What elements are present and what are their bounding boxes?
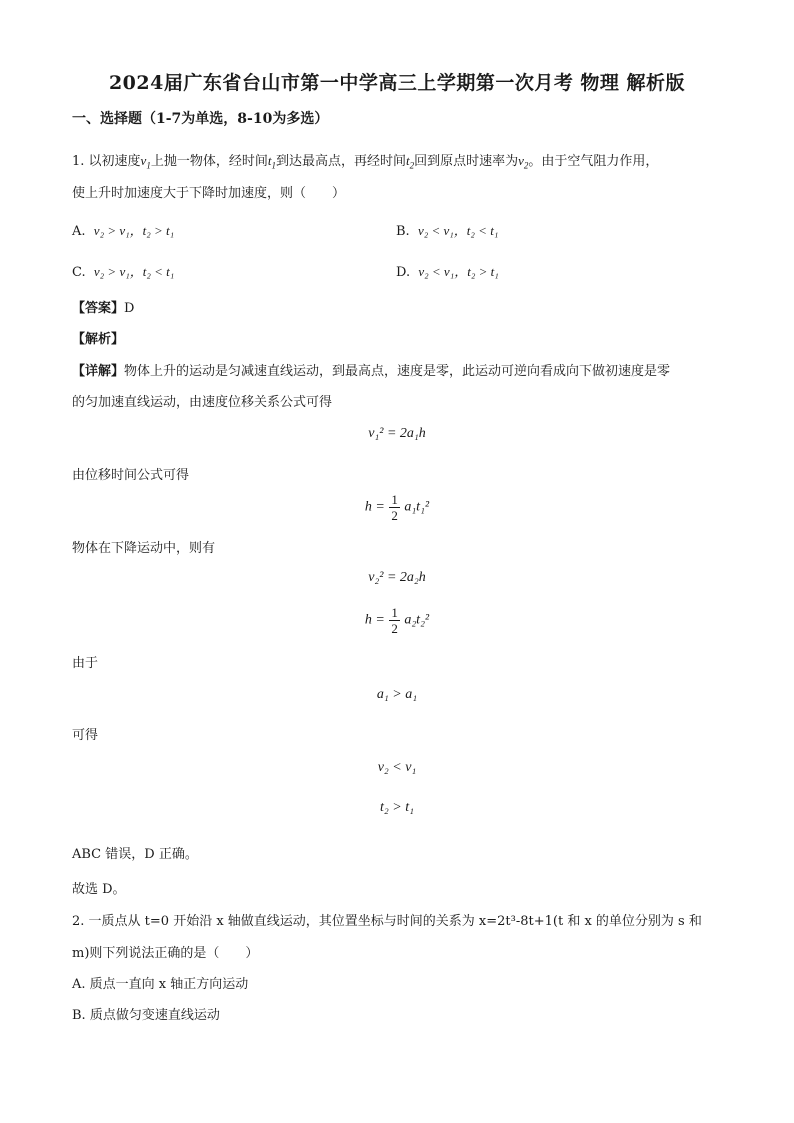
q1-detail-line2: 的匀加速直线运动，由速度位移关系公式可得 <box>72 395 333 410</box>
q1-text-displacement: 由位移时间公式可得 <box>72 468 190 483</box>
q1-option-d: D. v₂ < v₁，t₂ > t₁ <box>396 264 499 280</box>
t1-symbol: $t_1$ <box>267 153 276 171</box>
q2-stem-line2: m)则下列说法正确的是（ ） <box>72 946 259 961</box>
answer-tag: 【答案】 <box>72 301 125 316</box>
t2-symbol: $t_2$ <box>405 153 415 171</box>
equation-7: t₂ > t₁ <box>380 800 414 815</box>
q1-option-a: A. v₂ > v₁，t₂ > t₁ <box>72 223 175 239</box>
q1-text-since: 由于 <box>72 656 99 671</box>
q1-text-get: 可得 <box>72 728 99 743</box>
q1-answer <box>72 297 134 316</box>
q1-option-c: C. v₂ > v₁，t₂ < t₁ <box>72 264 175 280</box>
equation-4: h = $\frac{1}{2}$ a₂t₂² <box>364 605 430 636</box>
q1-text-falling: 物体在下降运动中，则有 <box>72 541 216 556</box>
equation-5: a₁ > a₁ <box>376 687 418 702</box>
q1-stem-prefix: 1. 以初速度 <box>72 154 141 169</box>
v2-symbol: $v_2$ <box>518 153 529 171</box>
q1-conclusion-2: 故选 D。 <box>72 882 126 897</box>
equation-2: h = $\frac{1}{2}$ a₁t₁² <box>364 492 430 523</box>
detail-tag: 【详解】 <box>72 364 125 379</box>
equation-6: v₂ < v₁ <box>377 760 417 775</box>
answer-value: D <box>124 301 135 316</box>
q1-conclusion-1: ABC 错误，D 正确。 <box>72 847 198 862</box>
v1-symbol: $v_1$ <box>140 153 151 171</box>
section-heading: 一、选择题（1-7为单选，8-10为多选） <box>72 111 329 127</box>
equation-3: v₂² = 2a₂h <box>368 570 426 585</box>
q2-option-b: B. 质点做匀变速直线运动 <box>72 1008 220 1023</box>
q1-analysis-tag: 【解析】 <box>72 332 125 347</box>
document-title: 2024届广东省台山市第一中学高三上学期第一次月考 物理 解析版 <box>108 72 686 94</box>
q1-stem-line1: 1. 以初速度$v_1$上抛一物体，经时间$t_1$到达最高点，再经时间$t_2$回到原点时速率为$v_2$。由于空气阻力作用， <box>72 153 659 171</box>
q2-stem-line1: 2. 一质点从 t=0 开始沿 x 轴做直线运动，其位置坐标与时间的关系为 x=2t³-8t+1(t 和 x 的单位分别为 s 和 <box>72 914 702 929</box>
q1-stem-line2: 使上升时加速度大于下降时加速度，则（ ） <box>72 186 346 201</box>
equation-1: v₁² = 2a₁h <box>368 426 426 441</box>
q2-option-a: A. 质点一直向 x 轴正方向运动 <box>72 977 249 992</box>
q1-option-b: B. v₂ < v₁，t₂ < t₁ <box>396 223 499 239</box>
q1-detail-line1: 【详解】物体上升的运动是匀减速直线运动，到最高点，速度是零，此运动可逆向看成向下做初速度是零 <box>72 364 671 379</box>
